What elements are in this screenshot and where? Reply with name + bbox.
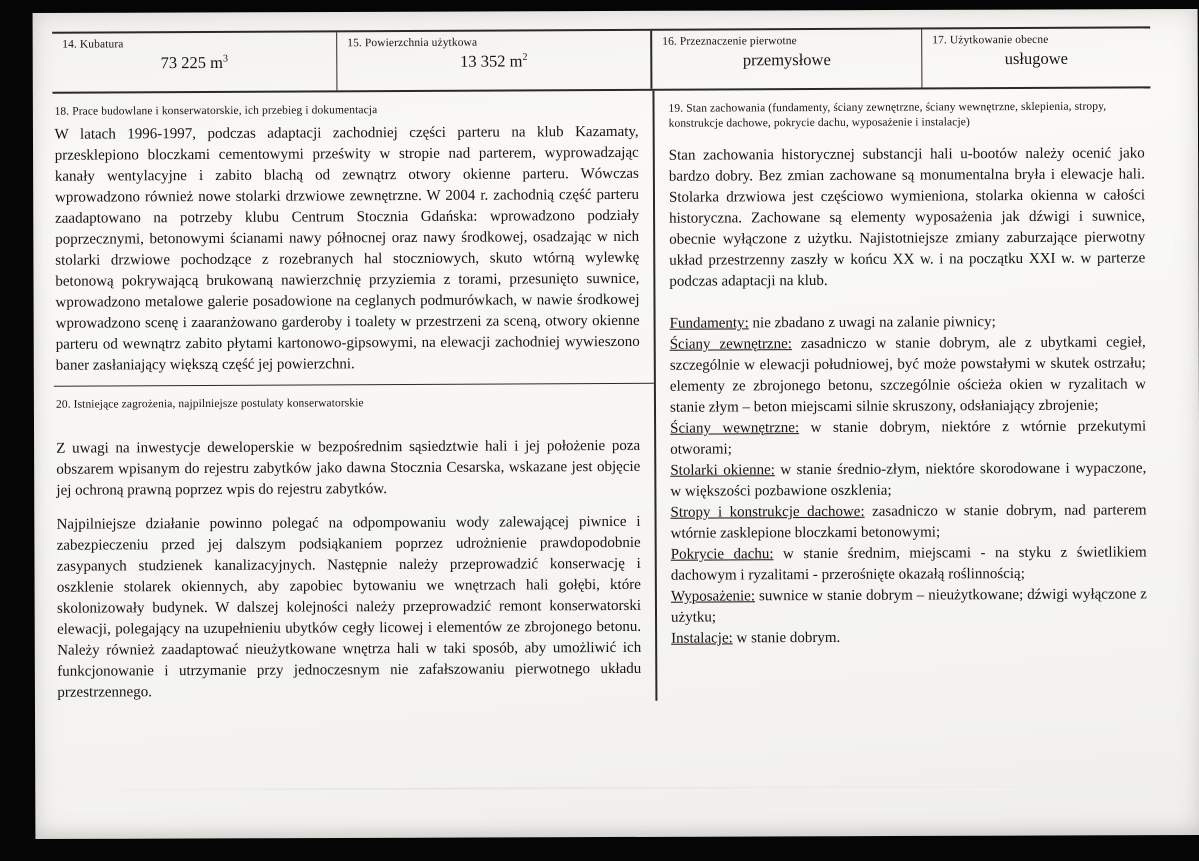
field-powierzchnia-value xyxy=(347,51,640,72)
condition-item-fundamenty xyxy=(670,311,1146,334)
field-powierzchnia-label: 15. Powierzchnia użytkowa xyxy=(347,36,478,50)
field-kubatura-value-sup: 3 xyxy=(222,53,228,65)
condition-item-stropy-konstrukcje xyxy=(670,500,1146,544)
section-18 xyxy=(55,102,640,377)
condition-item-instalacje xyxy=(671,626,1147,649)
field-przeznaczenie xyxy=(652,29,922,88)
field-uzytkowanie-label: 17. Użytkowanie obecne xyxy=(932,33,1049,47)
section-20-header: 20. Istniejące zagrożenia, najpilniejsze postulaty konserwatorskie xyxy=(55,397,364,411)
condition-item-label: Wyposażenie: xyxy=(670,588,756,605)
field-przeznaczenie-value-text: przemysłowe xyxy=(742,49,831,70)
document-page xyxy=(33,9,1199,839)
field-uzytkowanie-value xyxy=(932,48,1140,69)
field-uzytkowanie-value-text: usługowe xyxy=(1004,48,1068,69)
condition-item-label: Instalacje: xyxy=(671,630,733,647)
field-przeznaczenie-value xyxy=(662,50,911,71)
condition-item-text: suwnice w stanie dobrym – nieużytkowane; dźwigi wyłączone z użytku; xyxy=(670,586,1147,626)
condition-item-label: Pokrycie dachu: xyxy=(670,546,774,563)
condition-item-text: zasadniczo w stanie dobrym, ale z ubytkami cegieł, szczególnie w elewacji południowej, być może powstałymi w skutek ostrzału; elementy ze zbrojonego betonu, szczególnie ościeża okien w ryzalitach w stanie złym – beton miejscami silnie skruszony, odsłaniający zbrojenie; xyxy=(669,334,1146,416)
field-kubatura-value xyxy=(62,52,326,73)
left-column xyxy=(52,91,655,704)
form-content xyxy=(52,26,1153,703)
condition-item-label: Stropy i konstrukcje dachowe: xyxy=(670,503,865,521)
condition-list xyxy=(670,311,1148,649)
field-uzytkowanie xyxy=(922,28,1150,87)
field-kubatura-label: 14. Kubatura xyxy=(62,38,124,51)
condition-item-text: w stanie średnim, miejscami - na styku z świetlikiem dachowym i ryzalitami - przerośnięte okazałą roślinnością; xyxy=(670,544,1147,584)
section-20-paragraph-1: Z uwagi na inwestycje deweloperskie w bezpośrednim sąsiedztwie hali i jej położenie poza obszarem wpisanym do rejestru zabytków jako dawna Stocznia Cesarska, wskazane jest objęcie jej ochroną prawną poprzez wpis do rejestru zabytków. xyxy=(56,437,641,499)
condition-item-stolarki-okienne xyxy=(670,458,1146,502)
condition-item-text: zasadniczo w stanie dobrym, nad parterem wtórnie zasklepione bloczkami betonowymi; xyxy=(670,502,1147,542)
field-przeznaczenie-label: 16. Przeznaczenie pierwotne xyxy=(662,35,797,48)
section-19-header: 19. Stan zachowania (fundamenty, ściany zewnętrzne, ściany wewnętrzne, sklepienia, stropy, konstrukcje dachowe, pokrycie dachu, wyposażenie i instalacje) xyxy=(668,100,1107,130)
section-divider xyxy=(54,383,654,387)
body-columns xyxy=(52,88,1153,703)
condition-item-text: w stanie dobrym. xyxy=(732,629,841,647)
header-fields-row xyxy=(52,26,1150,93)
field-kubatura xyxy=(52,32,337,91)
condition-item-sciany-wewnetrzne xyxy=(670,416,1146,460)
scan-crease xyxy=(35,785,1199,791)
condition-item-text: nie zbadano z uwagi na zalanie piwnicy; xyxy=(748,314,996,332)
section-19-intro: Stan zachowania historycznej substancji hali u-bootów należy ocenić jako bardzo dobry. Bez zmian zachowane są monumentalna bryła i elewacje hali. Stolarka drzwiowa jest częściowo wymieniona, stolarka okienna w całości historyczna. Zachowane są elementy wyposażenia jak dźwigi i suwnice, obecnie wyłączone z użytku. Najistotniejsze zmiany zaburzające pierwotny układ przestrzenny zaszły w końcu XX w. i na początku XXI w. w parterze podczas adaptacji na klub. xyxy=(668,145,1146,290)
condition-item-text: w stanie dobrym, niektóre z wtórnie przekutymi otworami; xyxy=(670,418,1147,458)
field-kubatura-value-text: 73 225 m xyxy=(160,52,224,73)
section-19 xyxy=(652,88,1153,700)
condition-item-label: Stolarki okienne: xyxy=(670,462,775,479)
condition-item-wyposazenie xyxy=(671,584,1147,628)
condition-item-label: Ściany zewnętrzne: xyxy=(669,336,792,353)
field-powierzchnia xyxy=(337,31,652,91)
condition-item-label: Ściany wewnętrzne: xyxy=(670,420,800,437)
section-18-body: W latach 1996-1997, podczas adaptacji zachodniej części parteru na klub Kazamaty, przesklepiono bloczkami cementowymi prześwity w stropie nad parterem, wyprowadzając kanały wentylacyjne i zabito blachą od zewnątrz otwory okienne parteru. Wówczas wprowadzono również nowe stolarki drzwiowe zewnętrzne. W 2004 r. zachodnią część parteru zaadaptowano na potrzeby klubu Centrum Stocznia Gdańska: wprowadzono podziały poprzecznymi, betonowymi ścianami nawy północnej oraz nawy środkowej, osadzając w nich stolarki drzwiowe pochodzące z rozebranych hal stoczniowych, skuto wtórną wylewkę betonową pokrywającą brukowaną nawierzchnię przyziemia z torami, przesunięto suwnice, wprowadzono metalowe galerie posadowione na ceglanych podmurówkach, w nawie środkowej wprowadzono scenę i zaaranżowano garderoby i toalety w przestrzeni za sceną, otwory okienne parteru od wewnątrz zabito płytami kartonowo-gipsowymi, na elewacji zachodniej wywieszono baner zasłaniający większą część jej powierzchni. xyxy=(54,123,640,374)
condition-item-sciany-zewnetrzne xyxy=(670,332,1146,418)
condition-item-pokrycie-dachu xyxy=(671,542,1147,586)
condition-item-text: w stanie średnio-złym, niektóre skorodowane i wypaczone, w większości pozbawione oszklenia; xyxy=(670,460,1147,500)
section-20-paragraph-2: Najpilniejsze działanie powinno polegać na odpompowaniu wody zalewającej piwnice i zabezpieczeniu przed jej dalszym podsiąkaniem poprzez udrożnienie prawdopodobnie zasypanych studzienek kanalizacyjnych. Następnie należy przeprowadzić konserwację i oszklenie stolarek okiennych, aby zapobiec bytowaniu we wnętrzach hali gołębi, które skolonizowały budynek. W dalszej kolejności należy przeprowadzić remont konserwatorski elewacji, polegający na uzupełnieniu ubytków cegły licowej i elementów ze zbrojonego betonu. Należy również zaadaptować nieużytkowane wnętrza hali w taki sposób, aby umożliwić ich funkcjonowanie i utrzymanie przy jednoczesnym nie zafałszowaniu pierwotnego układu przestrzennego. xyxy=(56,513,642,701)
condition-item-label: Fundamenty: xyxy=(669,315,749,332)
field-powierzchnia-value-text: 13 352 m xyxy=(460,51,523,71)
field-powierzchnia-value-sup: 2 xyxy=(522,51,528,63)
section-20 xyxy=(56,395,641,704)
section-18-header: 18. Prace budowlane i konserwatorskie, ich przebieg i dokumentacja xyxy=(54,104,378,118)
